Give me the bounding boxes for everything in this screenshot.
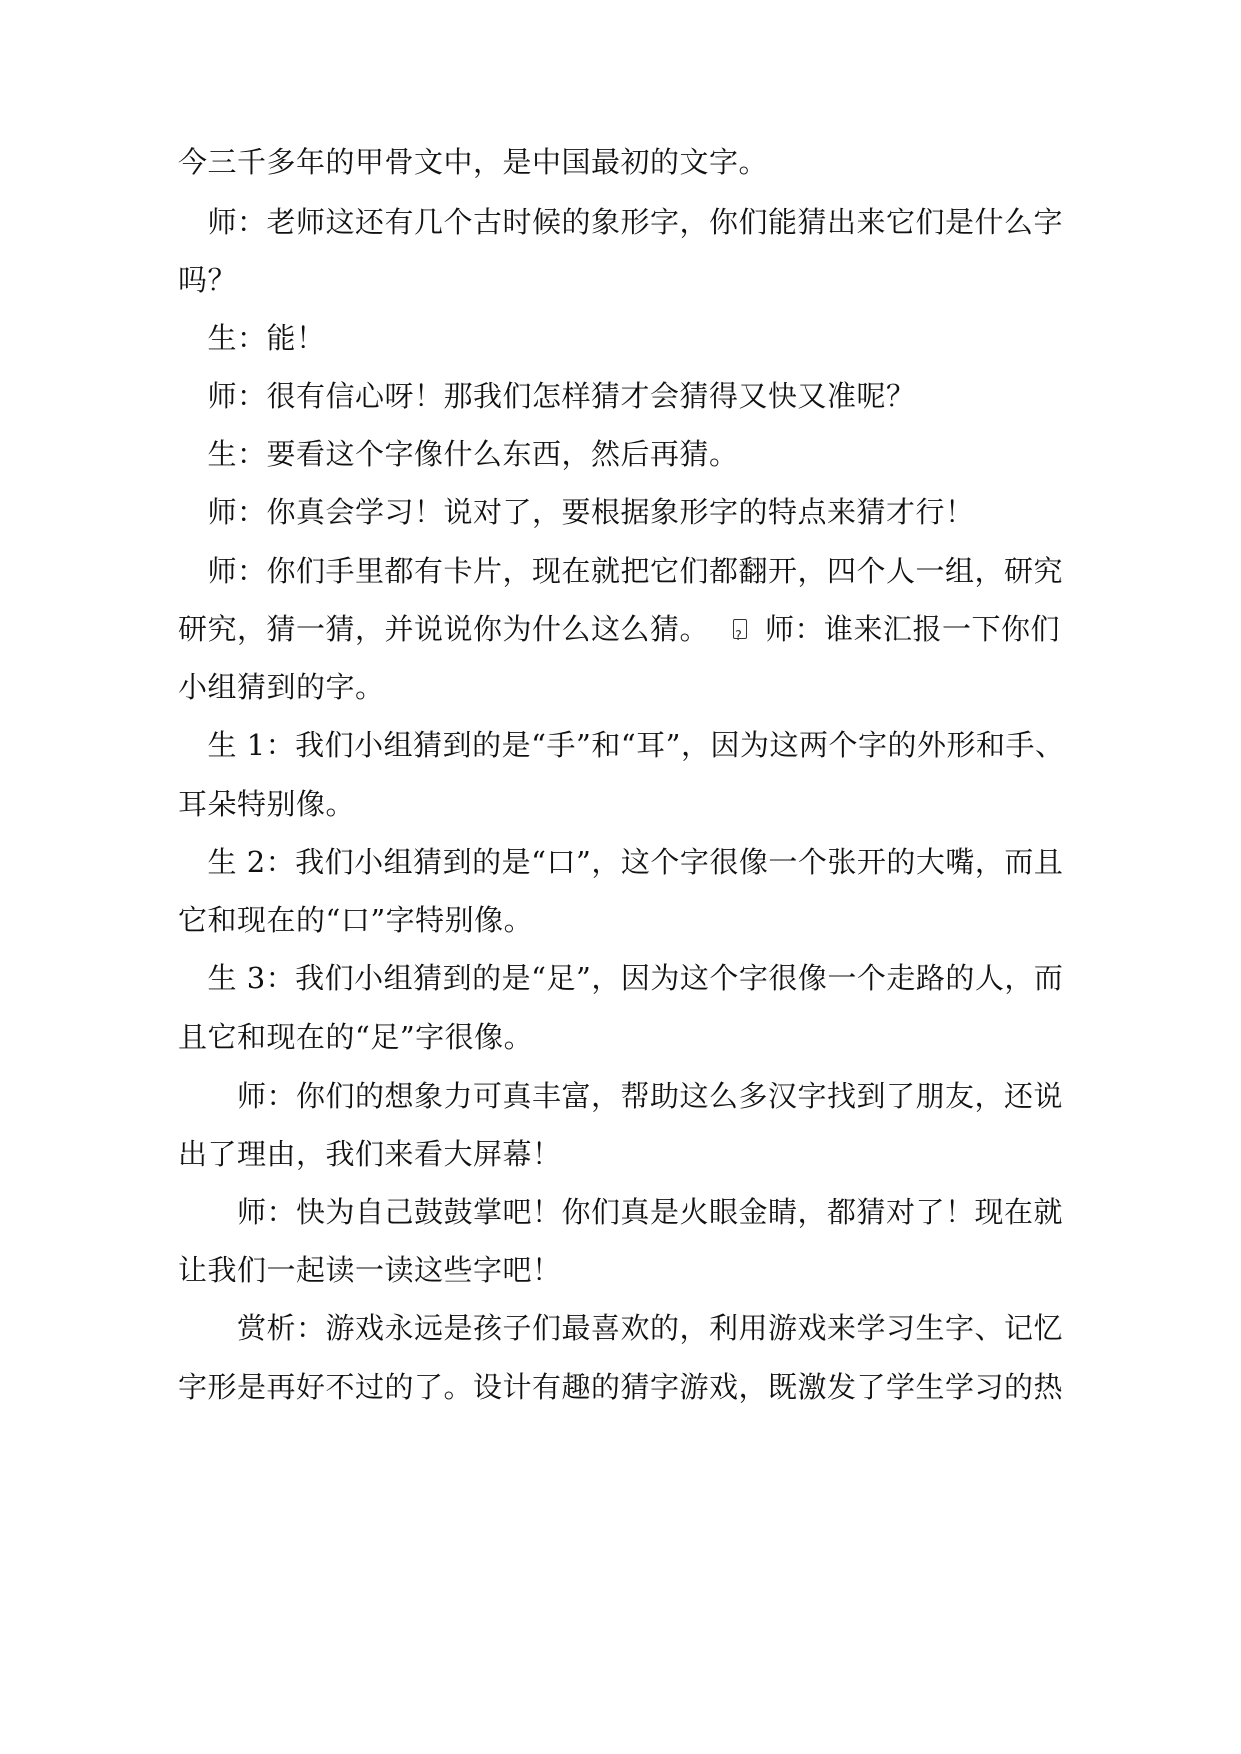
text-line: 师：你真会学习！说对了，要根据象形字的特点来猜才行！ (178, 495, 975, 529)
text-line: 生 2：我们小组猜到的是“口”，这个字很像一个张开的大嘴，而且 (178, 845, 1064, 879)
text-line: 让我们一起读一读这些字吧！ (178, 1253, 562, 1287)
text-line: 生 1：我们小组猜到的是“手”和“耳”，因为这两个字的外形和手、 (178, 728, 1065, 762)
text-segment: 师：谁来汇报一下你们 (765, 612, 1061, 646)
text-line: 师：你们手里都有卡片，现在就把它们都翻开，四个人一组，研究 (178, 554, 1064, 588)
text-line: 出了理由，我们来看大屏幕！ (178, 1137, 562, 1171)
text-line: 它和现在的“口”字特别像。 (178, 903, 534, 937)
missing-glyph-icon (733, 619, 747, 639)
text-line: 师：快为自己鼓鼓掌吧！你们真是火眼金睛，都猜对了！现在就 (178, 1195, 1064, 1229)
text-line: 生：要看这个字像什么东西，然后再猜。 (178, 437, 739, 471)
text-line: 师：老师这还有几个古时候的象形字，你们能猜出来它们是什么字 (178, 205, 1064, 239)
text-line: 生：能！ (178, 321, 326, 355)
text-line: 师：很有信心呀！那我们怎样猜才会猜得又快又准呢？ (178, 379, 916, 413)
text-line: 师：你们的想象力可真丰富，帮助这么多汉字找到了朋友，还说 (178, 1079, 1064, 1113)
text-line: 小组猜到的字。 (178, 670, 385, 704)
text-line: 今三千多年的甲骨文中，是中国最初的文字。 (178, 145, 769, 179)
text-line: 耳朵特别像。 (178, 787, 356, 821)
text-line-with-glyph (178, 609, 1060, 649)
text-segment: 研究，猜一猜，并说说你为什么这么猜。 (178, 612, 710, 646)
text-line: 吗？ (178, 263, 238, 297)
text-line: 赏析：游戏永远是孩子们最喜欢的，利用游戏来学习生字、记忆 (178, 1311, 1064, 1345)
text-line: 且它和现在的“足”字很像。 (178, 1020, 534, 1054)
text-line: 生 3：我们小组猜到的是“足”，因为这个字很像一个走路的人，而 (178, 961, 1064, 995)
text-line: 字形是再好不过的了。设计有趣的猜字游戏，既激发了学生学习的热 (178, 1370, 1064, 1404)
